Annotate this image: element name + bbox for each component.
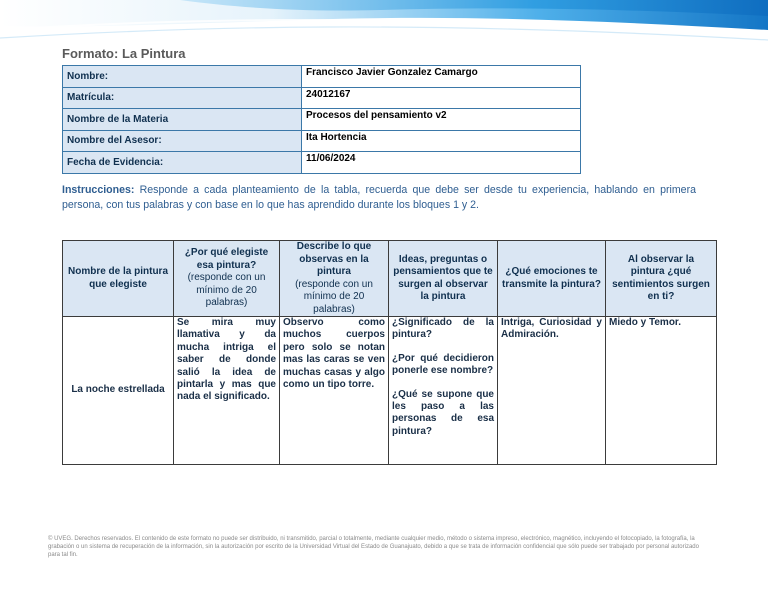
header-feelings: Al observar la pintura ¿qué sentimientos surgen en ti? [606,241,717,317]
info-label: Nombre: [63,66,302,88]
info-label: Matrícula: [63,87,302,109]
cell-describe[interactable]: Observo como muchos cuerpos pero solo se notan mas las caras se ven muchas casas y algo como un tipo torre. [280,317,389,465]
cell-ideas[interactable] [389,317,498,465]
copyright-footer: © UVEG. Derechos reservados. El contenido de este formato no puede ser distribuido, ni transmitido, parcial o totalmente, mediante cualquier medio, método o sistema impreso, electrónico, magnético, incluyendo el fotocopiado, la fotografía, la grabación o un sistema de recuperación de la información, sin la autorización por escrito de la Universidad Virtual del Estado de Guanajuato, debido a que se trata de información confidencial que sólo puede ser trabajado por personal autorizado para tal fin. [48,536,699,558]
info-value[interactable]: Francisco Javier Gonzalez Camargo [302,66,581,88]
table-header-row [63,241,717,317]
cell-feelings[interactable]: Miedo y Temor. [606,317,717,465]
instructions-paragraph [62,183,696,213]
info-label: Nombre del Asesor: [63,130,302,152]
cell-why[interactable]: Se mira muy llamativa y da mucha intriga el saber de donde salió la idea de pintarla y mas que nada el significado. [174,317,280,465]
cell-emotions[interactable]: Intriga, Curiosidad y Admiración. [498,317,606,465]
idea-question: ¿Significado de la pintura? [392,317,494,341]
header-emotions: ¿Qué emociones te transmite la pintura? [498,241,606,317]
instructions-label: Instrucciones: [62,184,135,196]
header-ideas: Ideas, preguntas o pensamientos que te surgen al observar la pintura [389,241,498,317]
cell-painting-name[interactable]: La noche estrellada [63,317,174,465]
banner-wave-graphic [0,0,768,48]
student-info-table [62,65,581,174]
info-label: Nombre de la Materia [63,109,302,131]
header-why: ¿Por qué elegiste esa pintura? (responde con un mínimo de 20 palabras) [174,241,280,317]
info-value[interactable]: 11/06/2024 [302,152,581,174]
info-row-matricula [63,87,581,109]
info-row-advisor [63,130,581,152]
header-painting-name: Nombre de la pintura que elegiste [63,241,174,317]
document-title: Formato: La Pintura [62,46,186,61]
info-row-subject [63,109,581,131]
info-label: Fecha de Evidencia: [63,152,302,174]
instructions-text: Responde a cada planteamiento de la tabla, recuerda que debe ser desde tu experiencia, hablando en primera persona, con tus palabras y con base en lo que has aprendido durante los bloques 1 y 2. [62,184,696,211]
idea-question: ¿Por qué decidieron ponerle ese nombre? [392,352,494,377]
info-row-date [63,152,581,174]
info-value[interactable]: 24012167 [302,87,581,109]
info-value[interactable]: Procesos del pensamiento v2 [302,109,581,131]
info-value[interactable]: Ita Hortencia [302,130,581,152]
header-describe-hint: (responde con un mínimo de 20 palabras) [295,278,373,315]
table-row [63,317,717,465]
info-row-name [63,66,581,88]
header-describe: Describe lo que observas en la pintura (responde con un mínimo de 20 palabras) [280,241,389,317]
idea-question: ¿Qué se supone que les paso a las personas de esa pintura? [392,388,494,437]
header-banner [0,0,768,48]
painting-analysis-table [62,240,717,465]
header-why-hint: (responde con un mínimo de 20 palabras) [187,272,266,309]
